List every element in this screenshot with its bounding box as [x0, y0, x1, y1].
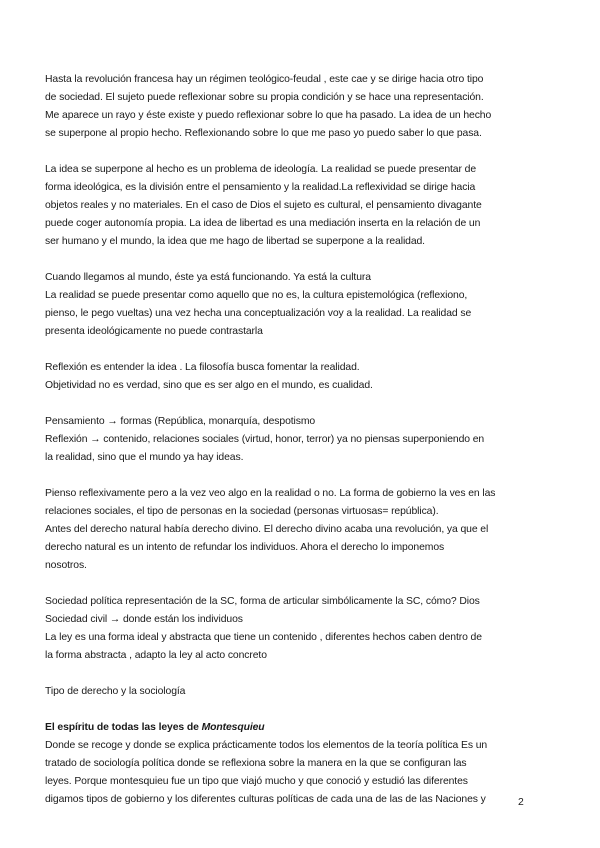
text-line: forma ideológica, es la división entre el pensamiento y la realidad.La reflexividad se dirige hacia	[45, 182, 476, 193]
paragraph	[45, 359, 557, 395]
section-heading-author: Montesquieu	[201, 722, 265, 733]
paragraph	[45, 71, 557, 143]
text-line: relaciones sociales, el tipo de personas en la sociedad (personas virtuosas= república).	[45, 506, 439, 517]
paragraph	[45, 593, 557, 665]
text-line: Antes del derecho natural había derecho divino. El derecho divino acaba una revolución, ya que el	[45, 524, 489, 535]
text-line: Tipo de derecho y la sociología	[45, 686, 186, 697]
text-line: Donde se recoge y donde se explica prácticamente todos los elementos de la teoría política Es un	[45, 740, 488, 751]
text-line: puede coger autonomía propia. La idea de libertad es una mediación inserta en la relación de un	[45, 218, 481, 229]
text-line: Cuando llegamos al mundo, éste ya está funcionando. Ya está la cultura	[45, 272, 371, 283]
text-line: se superpone al propio hecho. Reflexionando sobre lo que me paso yo puedo saber lo que pasa.	[45, 128, 482, 139]
paragraph	[45, 683, 557, 701]
paragraph	[45, 413, 557, 467]
text-line: la forma abstracta , adapto la ley al acto concreto	[45, 650, 267, 661]
text-line: Sociedad política representación de la SC, forma de articular simbólicamente la SC, cómo? Dios	[45, 596, 480, 607]
text-line: digamos tipos de gobierno y los diferentes culturas políticas de cada una de las de las Naciones y	[45, 794, 486, 805]
document-body	[45, 71, 557, 827]
text-line: tratado de sociología política donde se reflexiona sobre la manera en la que se configuran las	[45, 758, 467, 769]
paragraph	[45, 737, 557, 809]
text-line: de sociedad. El sujeto puede reflexionar sobre su propia condición y se hace una representación.	[45, 92, 484, 103]
text-line: Reflexión es entender la idea . La filosofía busca fomentar la realidad.	[45, 362, 360, 373]
text-line: Me aparece un rayo y éste existe y puedo reflexionar sobre lo que ha pasado. La idea de un hecho	[45, 110, 492, 121]
text-line: Sociedad civil → donde están los individuos	[45, 614, 243, 625]
text-line: La idea se superpone al hecho es un problema de ideología. La realidad se puede presentar de	[45, 164, 476, 175]
text-line: la realidad, sino que el mundo ya hay ideas.	[45, 452, 244, 463]
text-line: Pienso reflexivamente pero a la vez veo algo en la realidad o no. La forma de gobierno la ves en las	[45, 488, 496, 499]
text-line: Hasta la revolución francesa hay un régimen teológico-feudal , este cae y se dirige hacia otro tipo	[45, 74, 484, 85]
text-line: Pensamiento → formas (República, monarquía, despotismo	[45, 416, 316, 427]
paragraph	[45, 269, 557, 341]
text-line: derecho natural es un intento de refundar los individuos. Ahora el derecho lo imponemos	[45, 542, 445, 553]
section-heading-text: El espíritu de todas las leyes de	[45, 722, 202, 733]
text-line: ser humano y el mundo, la idea que me hago de libertad se superpone a la realidad.	[45, 236, 425, 247]
text-line: La realidad se puede presentar como aquello que no es, la cultura epistemológica (reflexiono,	[45, 290, 468, 301]
section-heading	[45, 719, 557, 737]
paragraph	[45, 161, 557, 251]
text-line: presenta ideológicamente no puede contrastarla	[45, 326, 263, 337]
text-line: leyes. Porque montesquieu fue un tipo que viajó mucho y que conoció y estudió las diferentes	[45, 776, 468, 787]
text-line: La ley es una forma ideal y abstracta que tiene un contenido , diferentes hechos caben dentro de	[45, 632, 482, 643]
paragraph	[45, 485, 557, 575]
text-line: nosotros.	[45, 560, 87, 571]
text-line: Reflexión → contenido, relaciones sociales (virtud, honor, terror) ya no piensas superponiendo en	[45, 434, 485, 445]
text-line: Objetividad no es verdad, sino que es ser algo en el mundo, es cualidad.	[45, 380, 373, 391]
text-line: pienso, le pego vueltas) una vez hecha una conceptualización voy a la realidad. La realidad se	[45, 308, 472, 319]
text-line: objetos reales y no materiales. En el caso de Dios el sujeto es cultural, el pensamiento divagante	[45, 200, 482, 211]
page-number: 2	[518, 797, 524, 808]
